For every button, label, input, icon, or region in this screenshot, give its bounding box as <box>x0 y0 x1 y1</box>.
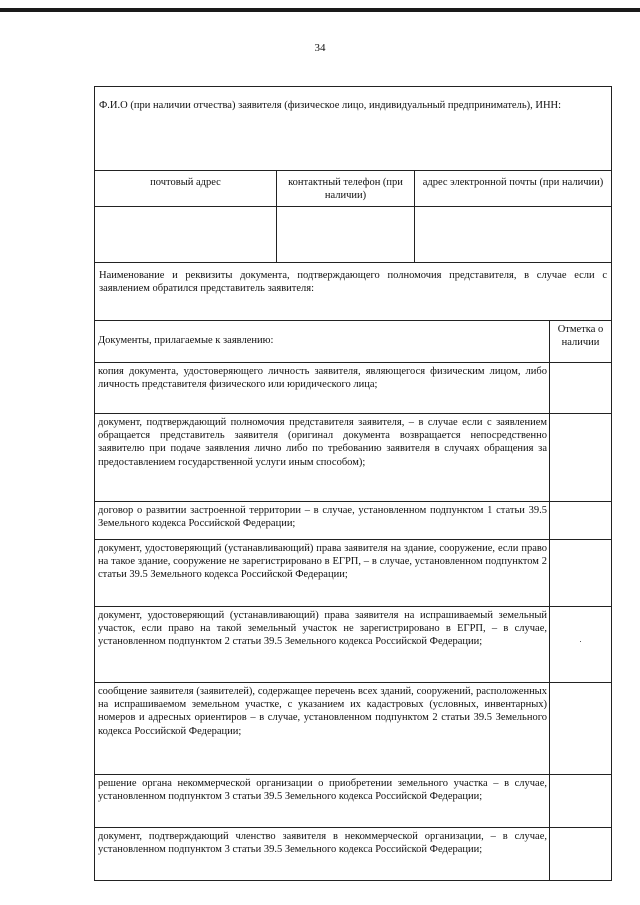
document-row <box>95 502 611 540</box>
document-label: документ, удостоверяющий (устанавливающий) права заявителя на здание, сооружение, если право на такое здание, сооружение не зарегистрировано в ЕГРП, – в случае, установленном подпунктом 2 статьи 39.5 Земельного кодекса Российской Федерации; <box>95 540 550 606</box>
document-mark-cell[interactable] <box>550 502 611 539</box>
documents-header-row <box>95 321 611 363</box>
document-mark-cell[interactable] <box>550 775 611 827</box>
contacts-header-row <box>95 171 611 207</box>
document-mark-cell[interactable] <box>550 607 611 682</box>
document-label: решение органа некоммерческой организации о приобретении земельного участка – в случае, установленном подпунктом 3 статьи 39.5 Земельного кодекса Российской Федерации; <box>95 775 550 827</box>
document-row <box>95 775 611 828</box>
document-mark-cell[interactable] <box>550 414 611 501</box>
document-label: копия документа, удостоверяющего личность заявителя, являющегося физическим лицом, либо личность представителя физического или юридического лица; <box>95 363 550 413</box>
document-row <box>95 414 611 502</box>
document-row <box>95 683 611 775</box>
applicant-label: Ф.И.О (при наличии отчества) заявителя (физическое лицо, индивидуальный предприниматель), ИНН: <box>99 100 562 111</box>
document-row <box>95 828 611 880</box>
representative-field[interactable] <box>95 263 611 321</box>
document-mark-cell[interactable] <box>550 828 611 880</box>
application-form <box>94 86 612 881</box>
document-row <box>95 363 611 414</box>
postal-address-field[interactable] <box>95 207 277 262</box>
representative-label: Наименование и реквизиты документа, подтверждающего полномочия представителя, в случае если с заявлением обратился представитель заявителя: <box>99 270 607 295</box>
top-border-line <box>0 8 640 12</box>
page-number: 34 <box>314 42 326 54</box>
document-label: договор о развитии застроенной территории – в случае, установленном подпунктом 1 статьи 39.5 Земельного кодекса Российской Федерации; <box>95 502 550 539</box>
documents-header: Документы, прилагаемые к заявлению: <box>95 321 550 362</box>
document-row <box>95 540 611 607</box>
document-mark-cell[interactable] <box>550 540 611 606</box>
document-label: документ, подтверждающий членство заявителя в некоммерческой организации, – в случае, установленном подпунктом 3 статьи 39.5 Земельного кодекса Российской Федерации; <box>95 828 550 880</box>
document-label: документ, подтверждающий полномочия представителя заявителя, – в случае если с заявлением обращается представитель заявителя (оригинал документа возвращается непосредственно заявителю при подаче заявления лично либо по требованию заявителя в случаях обращения за предоставлением государственной услуги иным способом); <box>95 414 550 501</box>
document-row <box>95 607 611 683</box>
applicant-field[interactable] <box>95 87 611 171</box>
email-header: адрес электронной почты (при наличии) <box>422 177 604 188</box>
scan-dot <box>580 641 581 642</box>
mark-header: Отметка о наличии <box>557 324 604 349</box>
email-field[interactable] <box>415 207 611 262</box>
postal-address-header: почтовый адрес <box>95 171 277 206</box>
document-label: сообщение заявителя (заявителей), содержащее перечень всех зданий, сооружений, расположенных на испрашиваемом земельном участке, с указанием их кадастровых (условных, инвентарных) номеров и адресных ориентиров – в случае, установленном подпунктом 2 статьи 39.5 Земельного кодекса Российской Федерации; <box>95 683 550 774</box>
document-mark-cell[interactable] <box>550 363 611 413</box>
document-mark-cell[interactable] <box>550 683 611 774</box>
phone-field[interactable] <box>277 207 415 262</box>
document-label: документ, удостоверяющий (устанавливающий) права заявителя на испрашиваемый земельный участок, если право на такой земельный участок не зарегистрировано в ЕГРП, – в случае, установленном подпунктом 2 статьи 39.5 Земельного кодекса Российской Федерации; <box>95 607 550 682</box>
phone-header: контактный телефон (при наличии) <box>277 171 415 206</box>
contacts-entry-row <box>95 207 611 263</box>
